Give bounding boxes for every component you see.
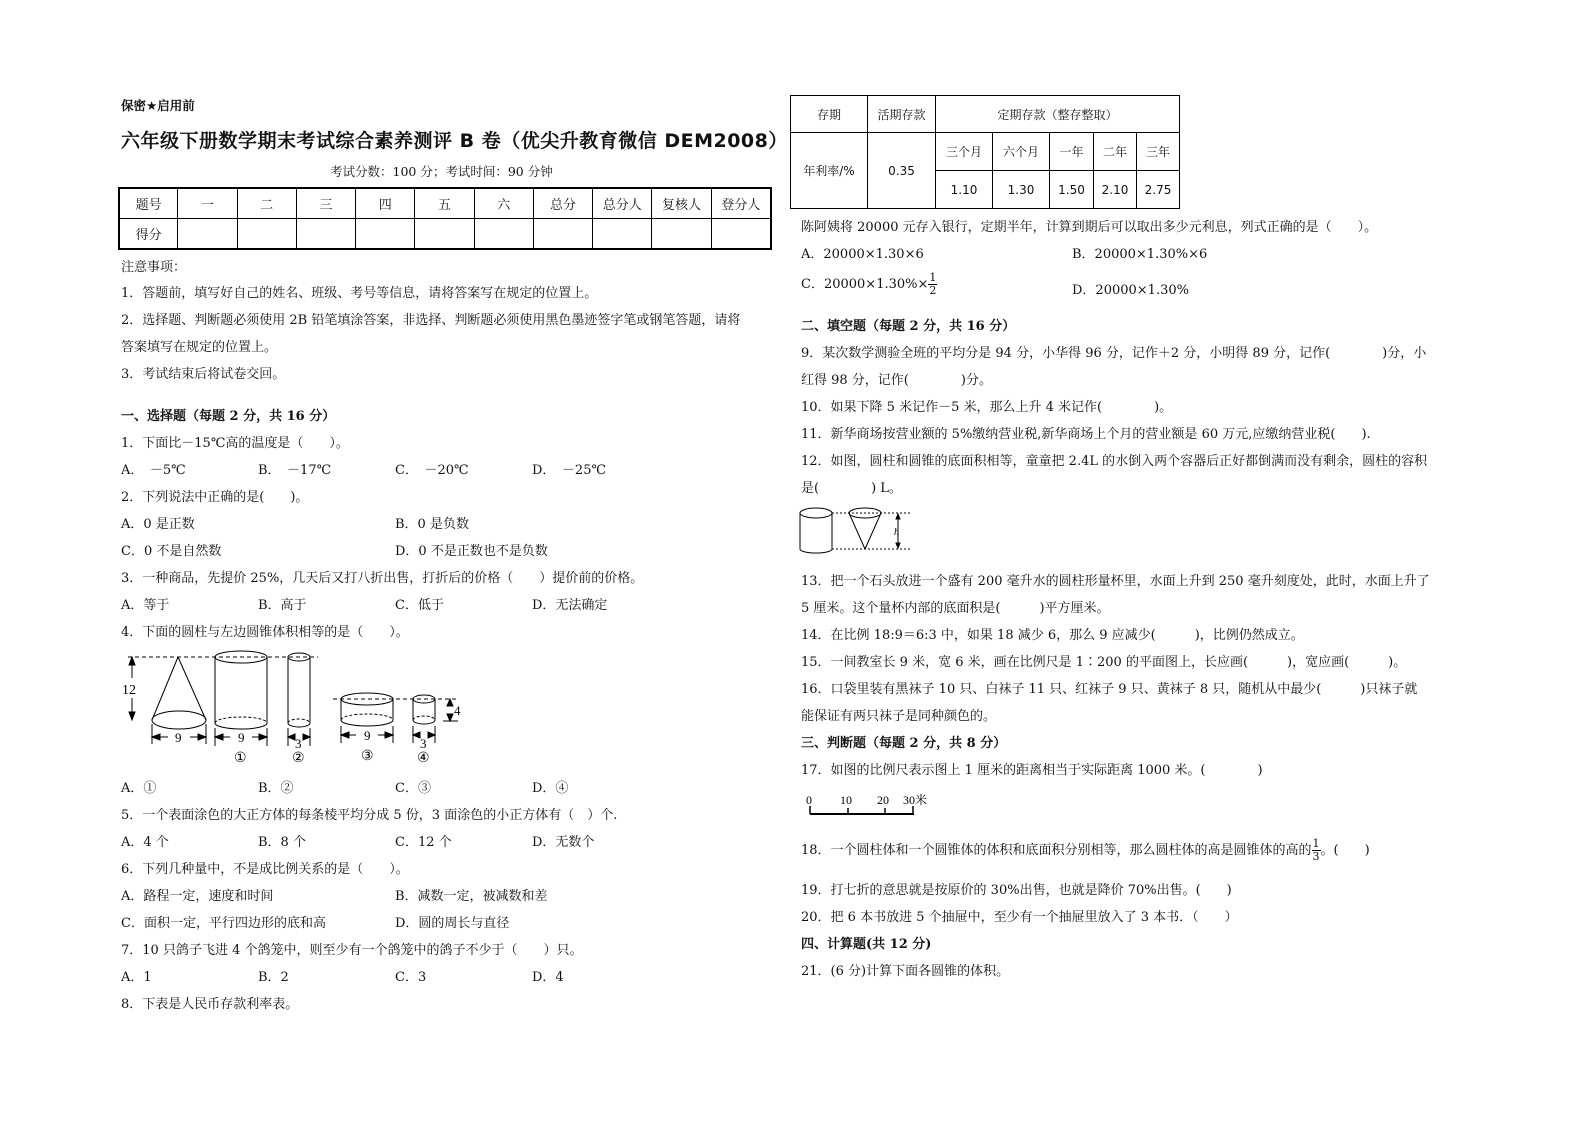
cone-height-label: 12 <box>122 683 136 698</box>
rate-cell: 2.75 <box>1137 171 1180 209</box>
cone-diameter-label: 9 <box>175 730 182 745</box>
question-8-continued: 陈阿姨将 20000 元存入银行，定期半年，计算到期后可以取出多少元利息，列式正确的是（ ）。 <box>801 220 1378 235</box>
scale-label: 10 <box>840 793 852 807</box>
header-cell: 总分 <box>533 188 592 219</box>
score-cell[interactable] <box>474 219 533 250</box>
term-cell: 一年 <box>1050 133 1094 171</box>
interest-rate-table <box>790 95 1180 209</box>
score-cell[interactable] <box>178 219 237 250</box>
question-11: 11．新华商场按营业额的 5%缴纳营业税,新华商场上个月的营业额是 60 万元,应缴纳营业税( ). <box>801 427 1371 442</box>
score-cell[interactable] <box>593 219 652 250</box>
header-cell: 三 <box>296 188 355 219</box>
option-c[interactable] <box>801 272 937 297</box>
c2-diameter-label: 3 <box>295 736 302 751</box>
score-cell[interactable] <box>711 219 771 250</box>
note-item: 2．选择题、判断题必须使用 2B 铅笔填涂答案，非选择、判断题必须使用黑色墨迹签字笔或钢笔答题，请将 <box>121 313 741 328</box>
question-12: 12．如图，圆柱和圆锥的底面积相等，童童把 2.4L 的水倒入两个容器后正好都倒满而没有剩余，圆柱的容积 <box>801 454 1428 469</box>
question-7: 7．10 只鸽子飞进 4 个鸽笼中，则至少有一个鸽笼中的鸽子不少于（ ）只。 <box>121 943 583 958</box>
term-cell: 三年 <box>1137 133 1180 171</box>
option-a[interactable]: A．等于 <box>121 598 170 613</box>
header-cell: 五 <box>415 188 474 219</box>
option-b[interactable]: B．2 <box>258 970 289 985</box>
section-heading-fill: 二、填空题（每题 2 分，共 16 分） <box>801 319 1016 334</box>
question-10: 10．如果下降 5 米记作－5 米，那么上升 4 米记作( )。 <box>801 400 1173 415</box>
question-15: 15．一间教室长 9 米，宽 6 米，画在比例尺是 1∶200 的平面图上，长应画( )，宽应画( )。 <box>801 655 1407 670</box>
option-d[interactable]: D．20000×1.30% <box>1072 283 1189 298</box>
question-3: 3．一种商品，先提价 25%，几天后又打八折出售，打折后的价格（ ）提价前的价格。 <box>121 571 644 586</box>
score-table-score-row <box>119 219 771 250</box>
option-b[interactable]: B．高于 <box>258 598 307 613</box>
c1-diameter-label: 9 <box>238 730 245 745</box>
option-d[interactable]: D． －25℃ <box>532 463 607 478</box>
rate-cell: 1.30 <box>993 171 1050 209</box>
rate-cell: 2.10 <box>1094 171 1137 209</box>
question-12-cont: 是( ) L。 <box>801 481 902 496</box>
note-item: 3．考试结束后将试卷交回。 <box>121 367 286 382</box>
option-c-text: C．20000×1.30%× <box>801 277 929 292</box>
page-title: 六年级下册数学期末考试综合素养测评 B 卷（优尖升教育微信 DEM2008） <box>121 130 788 152</box>
term-cell: 三个月 <box>936 133 993 171</box>
header-cell: 复核人 <box>652 188 711 219</box>
rate-header-period: 存期 <box>791 96 868 133</box>
score-cell[interactable] <box>356 219 415 250</box>
option-a[interactable]: A．0 是正数 <box>121 517 195 532</box>
header-cell: 一 <box>178 188 237 219</box>
option-c[interactable]: C．12 个 <box>395 835 452 850</box>
question-19: 19．打七折的意思就是按原价的 30%出售，也就是降价 70%出售。( ) <box>801 883 1232 898</box>
option-c[interactable]: C．③ <box>395 781 431 796</box>
question-14: 14．在比例 18:9＝6:3 中，如果 18 减少 6，那么 9 应减少( )，比例仍然成立。 <box>801 628 1304 643</box>
option-a[interactable]: A．1 <box>121 970 152 985</box>
term-cell: 二年 <box>1094 133 1137 171</box>
option-d[interactable]: D．4 <box>532 970 564 985</box>
option-a[interactable]: A．20000×1.30×6 <box>801 247 924 262</box>
height-h-label: h <box>894 527 899 538</box>
option-a[interactable]: A．① <box>121 781 157 796</box>
rate-cell: 1.50 <box>1050 171 1094 209</box>
term-cell: 六个月 <box>993 133 1050 171</box>
score-table <box>118 187 772 250</box>
option-d[interactable]: D．无法确定 <box>532 598 608 613</box>
score-cell[interactable] <box>415 219 474 250</box>
fraction-one-third: $\frac{1}{3}$ <box>1312 837 1320 863</box>
header-cell: 总分人 <box>593 188 652 219</box>
question-9: 9．某次数学测验全班的平均分是 94 分，小华得 96 分，记作＋2 分，小明得 89 分，记作( )分，小 <box>801 346 1427 361</box>
option-b[interactable]: B．② <box>258 781 294 796</box>
header-cell: 题号 <box>119 188 178 219</box>
question-20: 20．把 6 本书放进 5 个抽屉中，至少有一个抽屉里放入了 3 本书．（ ） <box>801 910 1238 925</box>
question-2: 2．下列说法中正确的是( )。 <box>121 490 309 505</box>
score-cell[interactable] <box>533 219 592 250</box>
option-d[interactable]: D．0 不是正数也不是负数 <box>395 544 548 559</box>
fraction-one-half: $\frac{1}{2}$ <box>929 271 937 297</box>
question-1: 1．下面比－15℃高的温度是（ ）。 <box>121 436 349 451</box>
confidential-label: 保密★启用前 <box>121 98 195 113</box>
scale-bar-figure <box>800 790 950 820</box>
rate-header-fixed: 定期存款（整存整取） <box>936 96 1180 133</box>
question-16: 16．口袋里装有黑袜子 10 只、白袜子 11 只、红袜子 9 只、黄袜子 8 只，随机从中最少( )只袜子就 <box>801 682 1418 697</box>
question-13: 13．把一个石头放进一个盛有 200 毫升水的圆柱形量杯里，水面上升到 250 毫升刻度处，此时，水面上升了 <box>801 574 1430 589</box>
header-cell: 二 <box>237 188 296 219</box>
scale-label: 30米 <box>903 793 928 807</box>
cylinder-cone-figure <box>798 505 918 555</box>
question-18-suffix: 。( ) <box>1320 843 1370 858</box>
option-d[interactable]: D．④ <box>532 781 569 796</box>
note-item: 答案填写在规定的位置上。 <box>121 340 278 355</box>
section-heading-choice: 一、选择题（每题 2 分，共 16 分） <box>121 409 336 424</box>
option-c[interactable]: C．0 不是自然数 <box>121 544 222 559</box>
option-b[interactable]: B．20000×1.30%×6 <box>1072 247 1208 262</box>
option-d[interactable]: D．圆的周长与直径 <box>395 916 510 931</box>
question-16-cont: 能保证有两只袜子是同种颜色的。 <box>801 709 997 724</box>
question-9-cont: 红得 98 分，记作( )分。 <box>801 373 992 388</box>
option-c[interactable]: C．3 <box>395 970 427 985</box>
note-item: 1．答题前，填写好自己的姓名、班级、考号等信息，请将答案写在规定的位置上。 <box>121 286 598 301</box>
option-a[interactable]: A． －5℃ <box>121 463 186 478</box>
section-heading-judge: 三、判断题（每题 2 分，共 8 分） <box>801 736 1007 751</box>
demand-rate: 0.35 <box>868 133 936 209</box>
score-cell[interactable] <box>652 219 711 250</box>
score-cell[interactable] <box>296 219 355 250</box>
question-8: 8．下表是人民币存款利率表。 <box>121 997 299 1012</box>
question-13-cont: 5 厘米。这个量杯内部的底面积是( )平方厘米。 <box>801 601 1110 616</box>
header-cell: 四 <box>356 188 415 219</box>
question-17: 17．如图的比例尺表示图上 1 厘米的距离相当于实际距离 1000 米。( ) <box>801 763 1263 778</box>
question-4: 4．下面的圆柱与左边圆锥体积相等的是（ ）。 <box>121 625 409 640</box>
option-d[interactable]: D．无数个 <box>532 835 595 850</box>
notes-heading: 注意事项： <box>121 260 187 275</box>
option-b[interactable]: B．减数一定，被减数和差 <box>395 889 548 904</box>
svg-text:.: . <box>892 527 895 538</box>
c3-diameter-label: 9 <box>364 728 371 743</box>
scale-label: 20 <box>877 793 889 807</box>
option-b[interactable]: B．0 是负数 <box>395 517 469 532</box>
score-cell[interactable] <box>237 219 296 250</box>
figure-label-3: ③ <box>361 749 374 764</box>
figure-label-1: ① <box>234 751 247 766</box>
question-18 <box>801 838 1370 863</box>
question-5: 5．一个表面涂色的大正方体的每条棱平均分成 5 份，3 面涂色的小正方体有（ ）个. <box>121 808 618 823</box>
cone-cylinder-figure <box>118 648 478 768</box>
option-b[interactable]: B．8 个 <box>258 835 306 850</box>
figure-label-2: ② <box>292 751 305 766</box>
option-c[interactable]: C．低于 <box>395 598 444 613</box>
score-row-label: 得分 <box>119 219 178 250</box>
option-a[interactable]: A．4 个 <box>121 835 169 850</box>
header-cell: 登分人 <box>711 188 771 219</box>
option-b[interactable]: B． －17℃ <box>258 463 332 478</box>
c34-height-label: 4 <box>454 703 461 718</box>
option-c[interactable]: C． －20℃ <box>395 463 469 478</box>
c4-diameter-label: 3 <box>420 736 427 751</box>
figure-label-4: ④ <box>417 751 430 766</box>
option-c[interactable]: C．面积一定，平行四边形的底和高 <box>121 916 326 931</box>
rate-cell: 1.10 <box>936 171 993 209</box>
header-cell: 六 <box>474 188 533 219</box>
exam-info: 考试分数：100 分；考试时间：90 分钟 <box>330 164 553 179</box>
score-table-header-row <box>119 188 771 219</box>
question-18-text: 18．一个圆柱体和一个圆锥体的体积和底面积分别相等，那么圆柱体的高是圆锥体的高的 <box>801 843 1312 858</box>
option-a[interactable]: A．路程一定，速度和时间 <box>121 889 274 904</box>
section-heading-calc: 四、计算题(共 12 分) <box>801 937 932 952</box>
question-6: 6．下列几种量中，不是成比例关系的是（ ）。 <box>121 862 409 877</box>
scale-label: 0 <box>806 793 812 807</box>
rate-row-label: 年利率/% <box>791 133 868 209</box>
question-21: 21．(6 分)计算下面各圆锥的体积。 <box>801 964 1010 979</box>
rate-header-demand: 活期存款 <box>868 96 936 133</box>
